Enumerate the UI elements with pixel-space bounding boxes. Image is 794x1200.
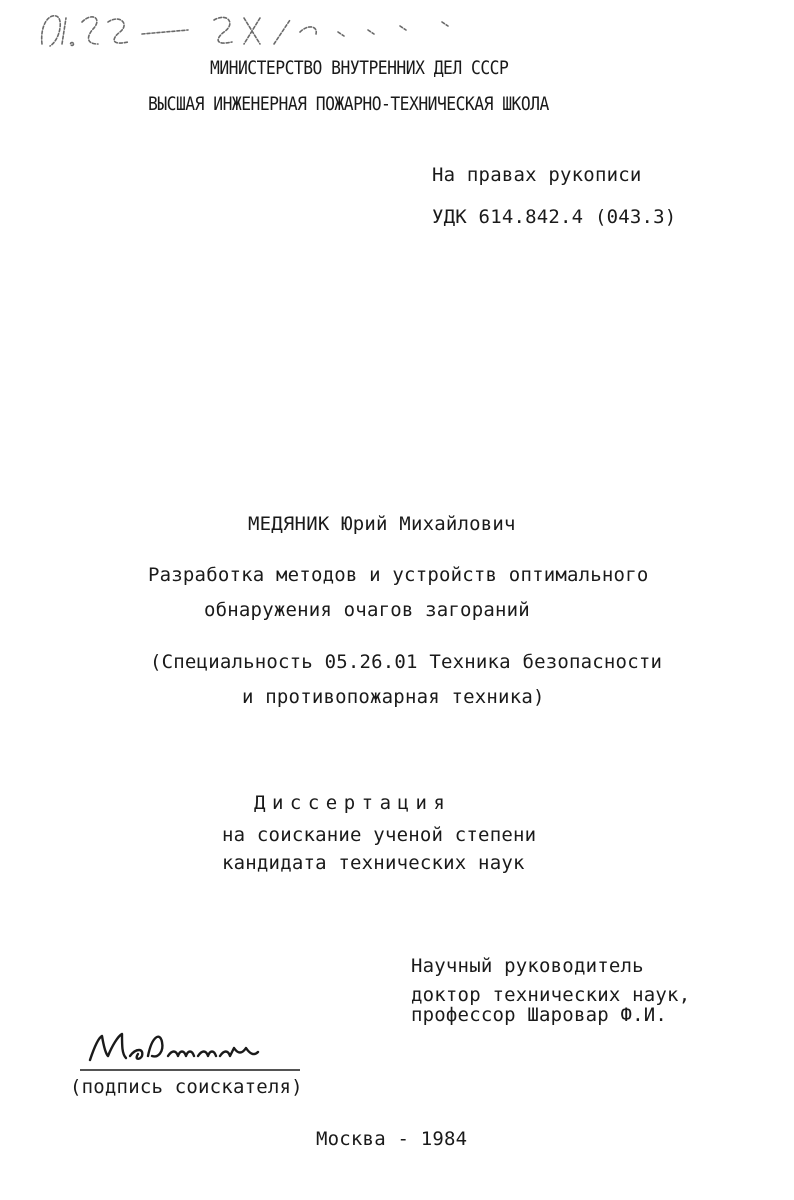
- supervisor-degree: доктор технических наук,: [411, 984, 691, 1006]
- supervisor-name: профессор Шаровар Ф.И.: [411, 1004, 668, 1026]
- archive-stamp-handwriting: [38, 4, 478, 56]
- degree-line-1: на соискание ученой степени: [222, 824, 537, 846]
- udc-code: УДК 614.842.4 (043.3): [432, 206, 677, 228]
- city-year: Москва - 1984: [316, 1128, 468, 1150]
- specialty-line-1: (Специальность 05.26.01 Техника безопасности: [150, 651, 663, 673]
- school-heading: ВЫСШАЯ ИНЖЕНЕРНАЯ ПОЖАРНО-ТЕХНИЧЕСКАЯ ШКОЛА: [148, 93, 549, 115]
- thesis-title-line-1: Разработка методов и устройств оптимального: [148, 564, 649, 586]
- thesis-title-line-2: обнаружения очагов загораний: [204, 599, 530, 621]
- dissertation-heading: Диссертация: [254, 792, 452, 814]
- ministry-heading: МИНИСТЕРСТВО ВНУТРЕННИХ ДЕЛ СССР: [210, 57, 509, 79]
- degree-line-2: кандидата технических наук: [222, 852, 525, 874]
- author-name: МЕДЯНИК Юрий Михайлович: [248, 513, 516, 535]
- signature-caption: (подпись соискателя): [70, 1076, 303, 1098]
- supervisor-role: Научный руководитель: [411, 955, 644, 977]
- specialty-line-2: и противопожарная техника): [242, 686, 545, 708]
- manuscript-rights: На правах рукописи: [432, 164, 642, 186]
- handwritten-signature: [80, 1026, 304, 1074]
